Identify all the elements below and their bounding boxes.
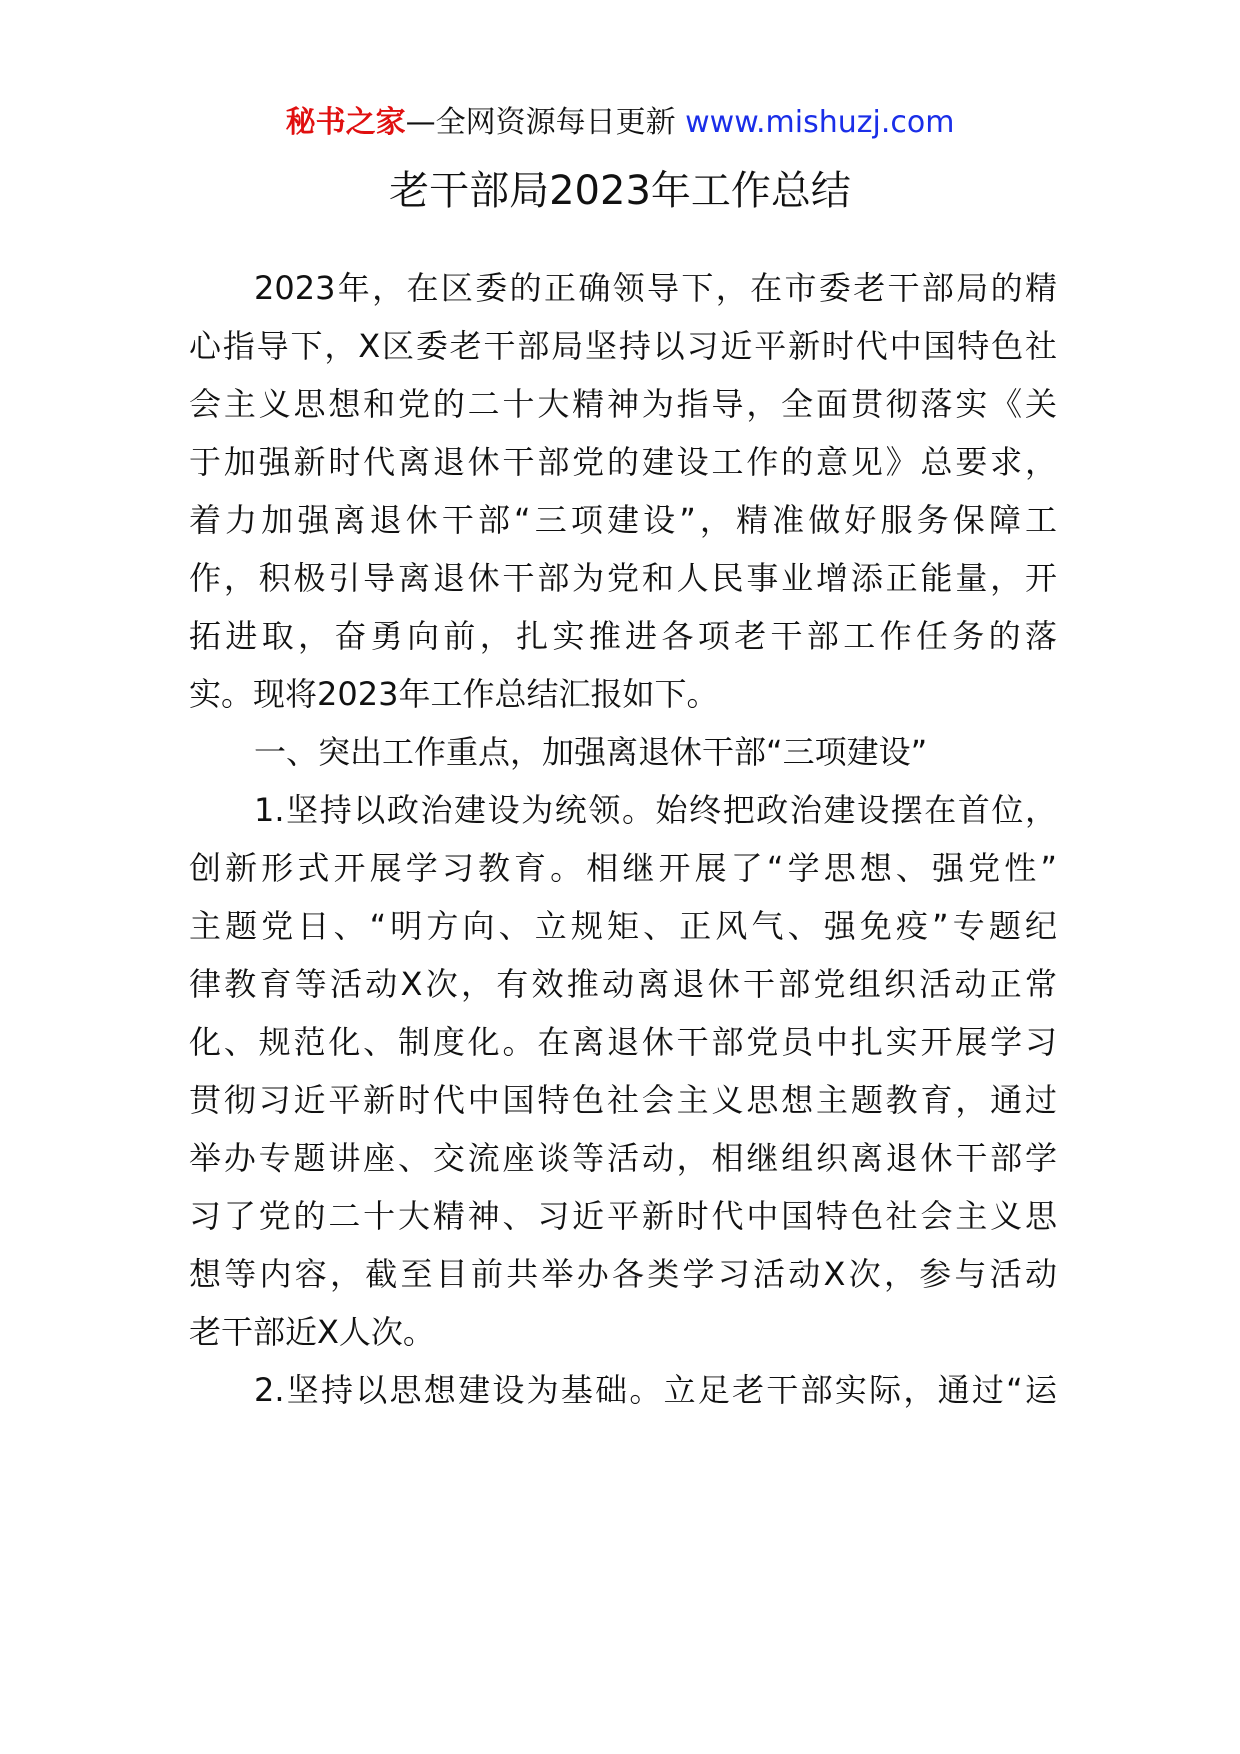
site-url-link[interactable]: www.mishuzj.com xyxy=(685,105,955,140)
body-line: 2023年，在区委的正确领导下，在市委老干部局的精 xyxy=(254,269,1057,307)
body-line: 习了党的二十大精神、习近平新时代中国特色社会主义思 xyxy=(189,1197,1057,1235)
body-line: 作，积极引导离退休干部为党和人民事业增添正能量，开 xyxy=(189,559,1057,597)
body-line: 实。现将2023年工作总结汇报如下。 xyxy=(189,675,719,713)
section-heading: 一、突出工作重点，加强离退休干部“三项建设” xyxy=(254,733,928,771)
body-line: 心指导下，X区委老干部局坚持以习近平新时代中国特色社 xyxy=(189,327,1057,365)
body-line: 举办专题讲座、交流座谈等活动，相继组织离退休干部学 xyxy=(189,1139,1057,1177)
body-line: 化、规范化、制度化。在离退休干部党员中扎实开展学习 xyxy=(189,1023,1057,1061)
document-title: 老干部局2023年工作总结 xyxy=(389,168,851,214)
body-line: 贯彻习近平新时代中国特色社会主义思想主题教育，通过 xyxy=(189,1081,1057,1119)
body-line: 创新形式开展学习教育。相继开展了“学思想、强党性” xyxy=(189,849,1057,887)
body-line: 1.坚持以政治建设为统领。始终把政治建设摆在首位， xyxy=(254,791,1057,829)
body-line: 2.坚持以思想建设为基础。立足老干部实际，通过“运 xyxy=(254,1371,1057,1409)
body-line: 主题党日、“明方向、立规矩、正风气、强免疫”专题纪 xyxy=(189,907,1057,945)
body-line: 老干部近X人次。 xyxy=(189,1313,435,1351)
body-line: 会主义思想和党的二十大精神为指导，全面贯彻落实《关 xyxy=(189,385,1057,423)
brand-name: 秘书之家 xyxy=(285,105,406,140)
site-header xyxy=(0,102,1240,144)
header-tagline: —全网资源每日更新 xyxy=(405,105,676,140)
body-line: 想等内容，截至目前共举办各类学习活动X次，参与活动 xyxy=(189,1255,1057,1293)
body-line: 着力加强离退休干部“三项建设”，精准做好服务保障工 xyxy=(189,501,1057,539)
body-line: 律教育等活动X次，有效推动离退休干部党组织活动正常 xyxy=(189,965,1057,1003)
body-line: 于加强新时代离退休干部党的建设工作的意见》总要求， xyxy=(189,443,1057,481)
body-line: 拓进取，奋勇向前，扎实推进各项老干部工作任务的落 xyxy=(189,617,1057,655)
